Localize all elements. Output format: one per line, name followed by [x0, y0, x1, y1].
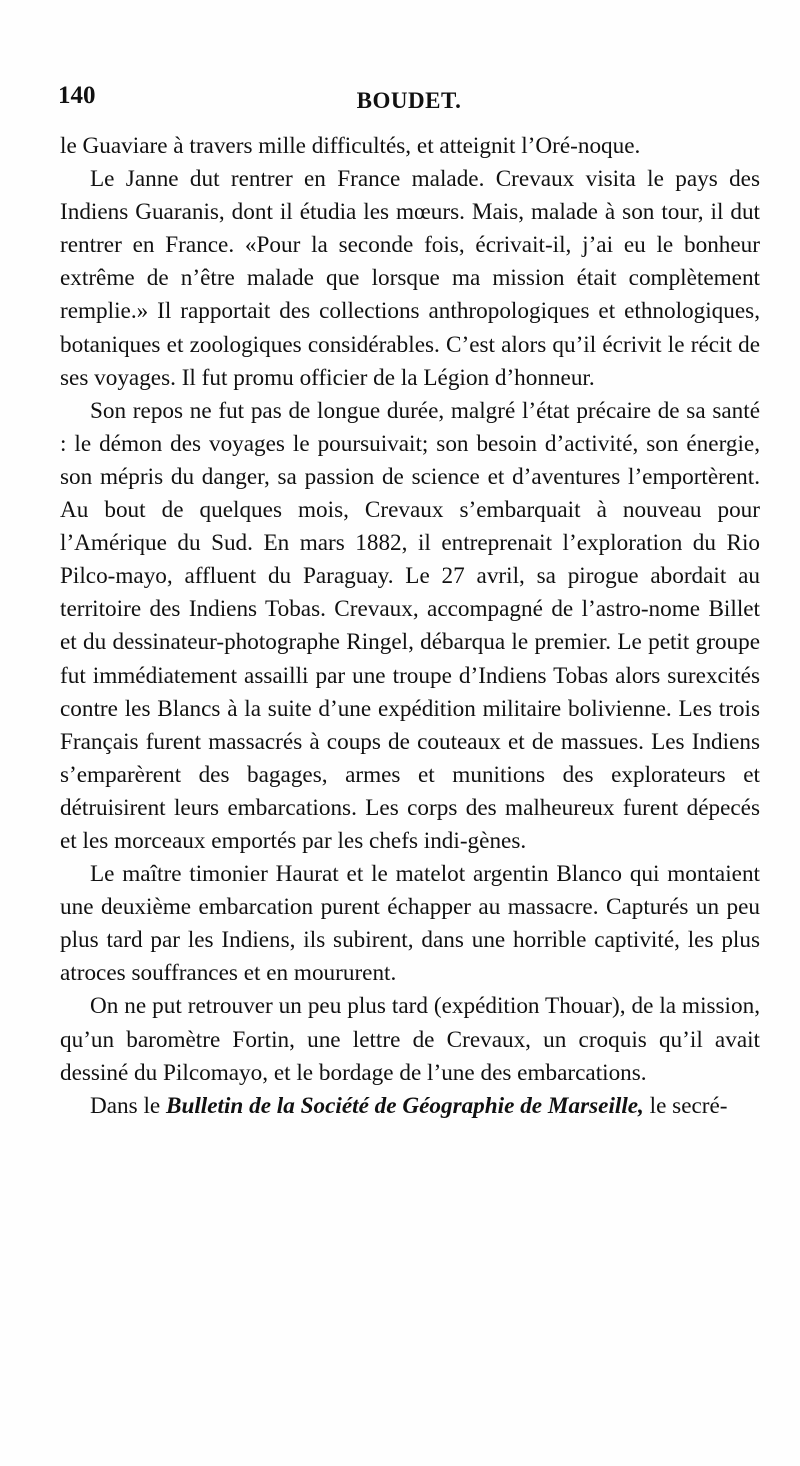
page-number: 140	[58, 82, 96, 109]
running-head: BOUDET.	[356, 88, 462, 113]
page-header	[58, 82, 760, 118]
paragraph-pilcomayo-expedition: Son repos ne fut pas de longue durée, malgré l’état précaire de sa santé : le démon des voyages le poursuivait; son besoin d’activité, son énergie, son mépris du danger, sa passion de science et d’aventures l’emportèrent. Au bout de quelques mois, Crevaux s’embarquait à nouveau pour l’Amérique du Sud. En mars 1882, il entreprenait l’exploration du Rio Pilco-mayo, affluent du Paraguay. Le 27 avril, sa pirogue abordait au territoire des Indiens Tobas. Crevaux, accompagné de l’astro-nome Billet et du dessinateur-photographe Ringel, débarqua le premier. Le petit groupe fut immédiatement assailli par une troupe d’Indiens Tobas alors surexcités contre les Blancs à la suite d’une expédition militaire bolivienne. Les trois Français furent massacrés à coups de couteaux et de massues. Les Indiens s’emparèrent des bagages, armes et munitions des explorateurs et détruisirent leurs embarcations. Les corps des malheureux furent dépecés et les morceaux emportés par les chefs indi-gènes.	[60, 397, 760, 854]
paragraph-recovered-items: On ne put retrouver un peu plus tard (expédition Thouar), de la mission, qu’un baromètre Fortin, une lettre de Crevaux, un croquis qu’il avait dessiné du Pilcomayo, et le bordage de l’une des embarcations.	[60, 993, 760, 1086]
paragraph-survivors: Le maître timonier Haurat et le matelot argentin Blanco qui montaient une deuxième embarcation purent échapper au massacre. Capturés un peu plus tard par les Indiens, ils subirent, dans une horrible captivité, les plus atroces souffrances et en moururent.	[60, 861, 760, 987]
bulletin-title: Bulletin de la Société de Géographie de Marseille,	[165, 1092, 644, 1119]
bulletin-text-before: Dans le	[90, 1092, 166, 1119]
paragraph-return-to-france: Le Janne dut rentrer en France malade. Crevaux visita le pays des Indiens Guaranis, dont il étudia les mœurs. Mais, malade à son tour, il dut rentrer en France. «Pour la seconde fois, écrivait-il, j’ai eu le bonheur extrême de n’être malade que lorsque ma mission était complètement remplie.» Il rapportait des collections anthropologiques et ethnologiques, botaniques et zoologiques considérables. C’est alors qu’il écrivit le récit de ses voyages. Il fut promu officier de la Légion d’honneur.	[60, 166, 760, 391]
paragraph-continuation: le Guaviare à travers mille difficultés, et atteignit l’Oré-noque.	[60, 133, 641, 159]
bulletin-text-after: le secré-	[643, 1092, 728, 1119]
body-text	[60, 130, 760, 1123]
paragraph-bulletin	[60, 1090, 760, 1123]
